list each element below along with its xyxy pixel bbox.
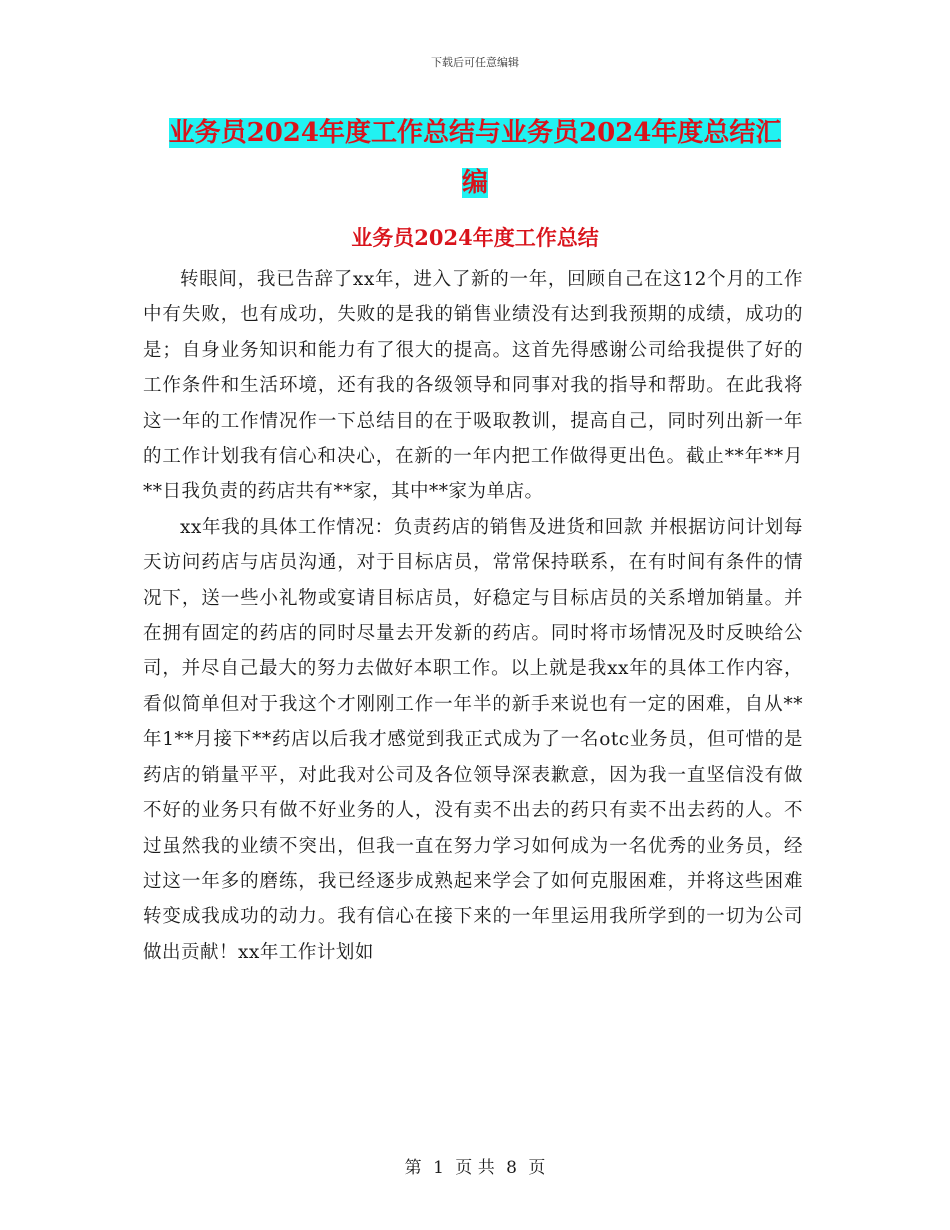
footer-middle: 页 共 [455,1158,495,1178]
paragraph: xx年我的具体工作情况：负责药店的销售及进货和回款 并根据访问计划每天访问药店与店员沟通，对于目标店员，常常保持联系，在有时间有条件的情况下，送一些小礼物或宴请目标店员，好稳定与目标店员的关系增加销量。并在拥有固定的药店的同时尽量去开发新的药店。同时将市场情况及时反映给公司，并尽自己最大的努力去做好本职工作。以上就是我xx年的具体工作内容，看似简单但对于我这个才刚刚工作一年半的新手来说也有一定的困难，自从**年1**月接下**药店以后我才感觉到我正式成为了一名otc业务员，但可惜的是药店的销量平平，对此我对公司及各位领导深表歉意，因为我一直坚信没有做不好的业务只有做不好业务的人，没有卖不出去的药只有卖不出去药的人。不过虽然我的业绩不突出，但我一直在努力学习如何成为一名优秀的业务员，经过这一年多的磨练，我已经逐步成熟起来学会了如何克服困难，并将这些困难转变成我成功的动力。我有信心在接下来的一年里运用我所学到的一切为公司做出贡献！xx年工作计划如 [143,516,803,963]
header-note: 下载后可任意编辑 [431,56,519,69]
page-footer [0,1153,950,1178]
document-title-line-2: 编 [461,168,488,198]
body-text [143,262,803,970]
paragraph: 转眼间，我已告辞了xx年，进入了新的一年，回顾自己在这12个月的工作中有失败，也有成功，失败的是我的销售业绩没有达到我预期的成绩，成功的是；自身业务知识和能力有了很大的提高。这首先得感谢公司给我提供了好的工作条件和生活环境，还有我的各级领导和同事对我的指导和帮助。在此我将这一年的工作情况作一下总结目的在于吸取教训，提高自己，同时列出新一年的工作计划我有信心和决心，在新的一年内把工作做得更出色。截止**年**月**日我负责的药店共有**家，其中**家为单店。 [143,269,803,503]
current-page-number: 1 [433,1158,444,1178]
footer-suffix: 页 [528,1158,546,1178]
section-title: 业务员2024年度工作总结 [351,225,599,250]
document-title [140,108,810,208]
document-title-line-1: 业务员2024年度工作总结与业务员2024年度总结汇 [168,118,782,148]
footer-prefix: 第 [404,1158,422,1178]
total-page-count: 8 [506,1158,517,1178]
